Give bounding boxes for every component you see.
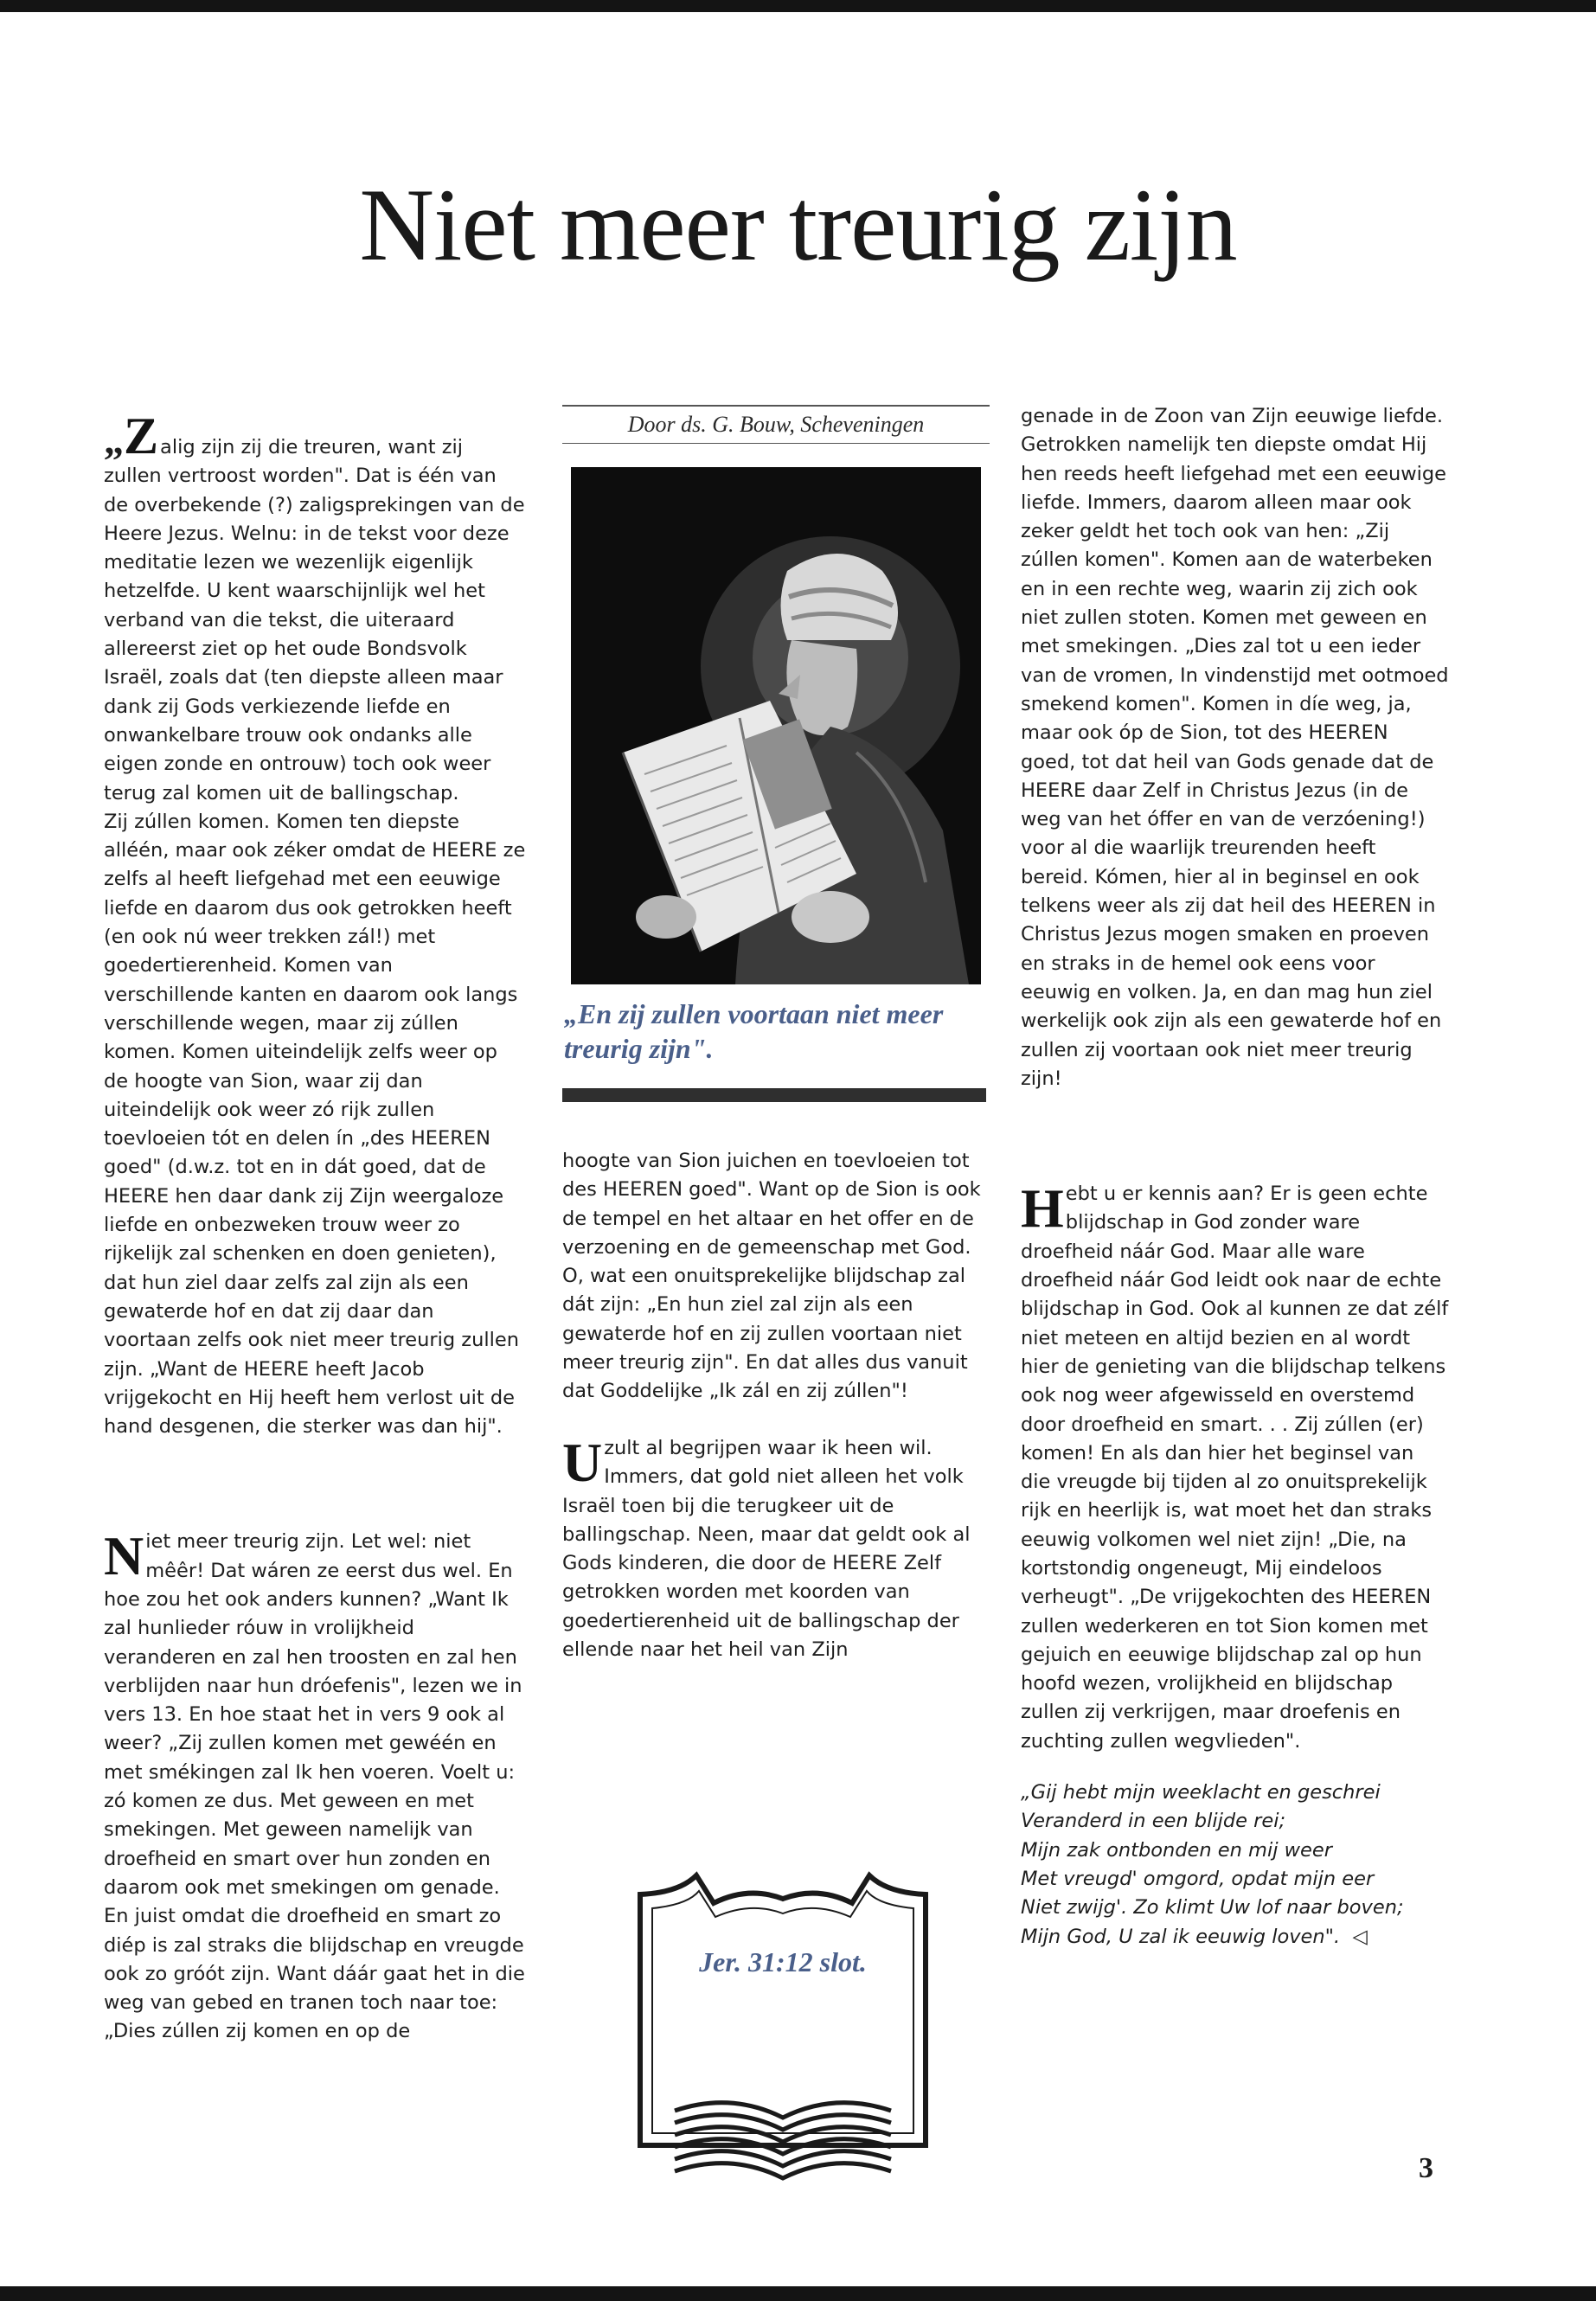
drop-cap: H (1021, 1177, 1064, 1240)
paragraph (1021, 1177, 1449, 1756)
paragraph: Zij zúllen komen. Komen ten diepste alléén, maar ook zéker omdat de HEERE ze zelfs al heeft liefgehad met een eeuwige liefde en daarom dus ook getrokken heeft (en ook nú weer trekken zál!) met goedertierenheid. Komen van verschillende kanten en daarom ook langs verschillende wegen, maar zij zúllen komen. Komen uiteindelijk zelfs weer op de hoogte van Sion, waar zij dan uiteindelijk ook weer zó rijk zullen toevloeien tót en delen ín „des HEEREN goed" (d.w.z. tot en in dát goed, dat de HEERE hen daar dank zij Zijn weergaloze liefde en onbezweken trouw weer zo rijkelijk zal schenken en doen genieten), dat hun ziel daar zelfs zal zijn als een gewaterde hof en dat zij daar dan voortaan zelfs ook niet meer treurig zullen zijn. „Want de HEERE heeft Jacob vrijgekocht en Hij heeft hem verlost uit de hand desgenen, die sterker was dan hij". (104, 810, 526, 1439)
paragraph-text: zult al begrijpen waar ik heen wil. Immers, dat gold niet alleen het volk Israël toen bij die terugkeer uit de ballingschap. Neen, maar dat geldt ook al Gods kinderen, die door de HEERE Zelf getrokken worden met koorden van goedertierenheid uit de ballingschap der ellende naar het heil van Zijn (562, 1437, 971, 1662)
poem-line-text: Mijn God, U zal ik eeuwig loven". (1021, 1925, 1341, 1948)
left-column (104, 407, 526, 2047)
paragraph: genade in de Zoon van Zijn eeuwige liefde. Getrokken namelijk ten diepste omdat Hij hen reeds heeft liefgehad met een eeuwige liefde. Immers, daarom alleen maar ook zeker geldt het toch ook van hen: „Zij zúllen komen". Komen aan de waterbeken en in een rechte weg, waarin zij zich ook niet zullen stoten. Komen met geween en met smekingen. „Dies zal tot u een ieder van de vromen, In vindenstijd met ootmoed smekend komen". Komen in díe weg, ja, maar ook óp de Sion, tot des HEEREN goed, tot dat heil van Gods genade dat de HEERE daar Zelf in Christus Jezus (in de weg van het óffer en van de verzóening!) voor al die waarlijk treurenden heeft bereid. Kómen, hier al in beginsel en ook telkens weer als zij dat heil des HEEREN in Christus Jezus mogen smaken en proeven en straks in de hemel ook eens voor eeuwig en volken. Ja, en dan mag hun ziel werkelijk ook zijn als een gewaterde hof en zullen zij voortaan ook niet meer treurig zijn! (1021, 405, 1449, 1090)
pull-quote-bar (562, 1088, 986, 1102)
paragraph-text: iet meer treurig zijn. Let wel: niet mêêr! Dat wáren ze eerst dus wel. En hoe zou het ook anders kunnen? „Want Ik zal hunlieder róuw in vrolijkheid veranderen en zal hen troosten en zal hen verblijden naar hun dróefenis", lezen we in vers 13. En hoe staat het in vers 9 ook al weer? „Zij zullen komen met gewéén en met smékingen zal Ik hen voeren. Voelt u: zó komen ze dus. Met geween en met smekingen. Met geween namelijk van droefheid en smart over hun zonden en daarom ook met smekingen om genade. En juist omdat die droefheid en smart zo diép is zal straks die blijdschap en vreugde ook zo gróót zijn. Want dáár gaat het in die weg van gebed en tranen toch naar toe: „Dies zúllen zij komen en op de (104, 1530, 525, 2043)
middle-column-continued (562, 1434, 990, 1664)
pull-quote: „En zij zullen voortaan niet meer treurig zijn". (564, 998, 944, 1064)
middle-column (562, 1147, 990, 1407)
spacer (104, 1441, 526, 1528)
reading-woman-illustration (571, 467, 981, 984)
paragraph-text: ebt u er kennis aan? Er is geen echte blijdschap in God zonder ware droefheid náár God. Maar alle ware droefheid náár God leidt ook naar de echte blijdschap in God. Ook al kunnen ze dat zélf niet meteen en altijd bezien en al wordt hier de genieting van die blijdschap telkens ook nog weer afgewisseld en overstemd door droefheid en smart. . . Zij zúllen (er) komen! En als dan hier het beginsel van die vreugde bij tijden al zo onuitsprekelijk rijk en heerlijk is, wat moet het dan straks eeuwig volkomen wel niet zijn! „Die, na kortstondig ongeneugt, Mij eindeloos verheugt". „De vrijgekochten des HEEREN zullen wederkeren en tot Sion komen met gejuich en eeuwige blijdschap zal op hun hoofd wezen, vrolijkheid en blijdschap zullen zij verkrijgen, maar droefenis en zuchting zullen wegvlieden". (1021, 1183, 1449, 1753)
page-number: 3 (1419, 2152, 1433, 2184)
paragraph (562, 1434, 990, 1664)
drop-cap: U (562, 1432, 603, 1493)
drop-cap: N (104, 1525, 144, 1587)
bottom-border (0, 2286, 1596, 2301)
poem-line: Mijn zak ontbonden en mij weer (1021, 1838, 1332, 1862)
poem-line: „Gij hebt mijn weeklacht en geschrei (1021, 1781, 1381, 1804)
poem-line: Veranderd in een blijde rei; (1021, 1810, 1286, 1833)
right-column (1021, 402, 1449, 1952)
top-border (0, 0, 1596, 12)
byline: Door ds. G. Bouw, Scheveningen (627, 412, 925, 437)
drop-cap: Z (124, 407, 159, 465)
end-mark-icon: ◁ (1352, 1925, 1368, 1948)
poem-line: Niet zwijg'. Zo klimt Uw lof naar boven; (1021, 1896, 1404, 1920)
open-book-icon (614, 1851, 952, 2189)
poem-line (1021, 1923, 1449, 1952)
byline-rule-bottom (562, 443, 990, 444)
bible-reference: Jer. 31:12 slot. (699, 1946, 867, 1977)
psalm-poem (1021, 1779, 1449, 1952)
paragraph-text: alig zijn zij die treuren, want zij zullen vertroost worden". Dat is één van de overbekende (?) zaligsprekingen van de Heere Jezus. Welnu: in de tekst voor deze meditatie lezen we wezenlijk eigenlijk hetzelfde. U kent waarschijnlijk wel het verband van die tekst, die uiteraard allereerst ziet op het oude Bondsvolk Israël, zoals dat (ten diepste alleen maar dank zij Gods verkiezende liefde en onwankelbare trouw ook ondanks alle eigen zonde en ontrouw) toch ook weer terug zal komen uit de ballingschap. (104, 436, 525, 804)
paragraph-intro (104, 407, 526, 808)
article-title: Niet meer treurig zijn (359, 167, 1237, 282)
spacer (1021, 1093, 1449, 1180)
opening-quote-mark: „ (104, 418, 124, 462)
paragraph (104, 1525, 526, 2046)
spacer (1021, 1756, 1449, 1779)
poem-line: Met vreugd' omgord, opdat mijn eer (1021, 1867, 1375, 1890)
paragraph: hoogte van Sion juichen en toevloeien tot des HEEREN goed". Want op de Sion is ook de tempel en het altaar en het offer en de verzoening en de gemeenschap met God. O, wat een onuitsprekelijke blijdschap zal dát zijn: „En hun ziel zal zijn als een gewaterde hof en zij zullen voortaan niet meer treurig zijn". En dat alles dus vanuit dat Goddelijke „Ik zál en zij zúllen"! (562, 1150, 981, 1403)
byline-rule-top (562, 405, 990, 407)
